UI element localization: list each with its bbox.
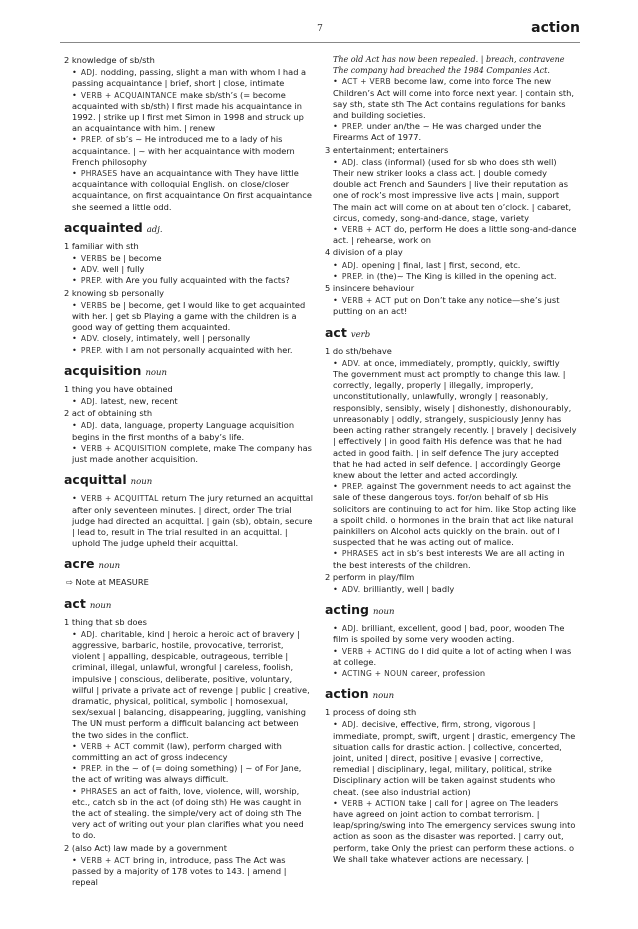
collocation-label: VERB + ACT	[341, 225, 391, 235]
entry-headword	[64, 596, 314, 614]
collocation-text: be | become	[110, 253, 162, 264]
collocation-item	[64, 168, 314, 213]
collocation-item	[64, 629, 314, 741]
collocation-item	[64, 855, 314, 889]
collocation-item	[325, 295, 577, 317]
collocation-item	[64, 134, 314, 168]
collocation-label: PREP.	[80, 764, 103, 774]
collocation-item	[325, 157, 577, 224]
collocation-item	[325, 260, 577, 271]
collocation-item	[64, 741, 314, 763]
collocation-text: return The jury returned an acquittal after only seventeen minutes. | direct, order The trial judge had directed an acquittal. | gain (sb), obtain, secure | lead to, result in The trial resulted in an acquittal. | uphold The judge upheld their acquittal.	[72, 493, 314, 549]
collocation-text: commit (law), perform charged with committing an act of gross indecency	[72, 740, 282, 762]
collocation-label: PREP.	[341, 482, 364, 492]
running-headword: action	[531, 20, 580, 36]
collocation-label: PREP.	[80, 135, 103, 145]
collocation-text: put on Don’t take any notice—she’s just putting on an act!	[333, 295, 560, 317]
collocation-list	[64, 67, 314, 213]
collocation-label: VERB + ACQUAINTANCE	[80, 90, 178, 100]
part-of-speech: verb	[350, 329, 371, 340]
collocation-text: in (the)~ The King is killed in the opening act.	[366, 270, 557, 281]
collocation-label: ACTING + NOUN	[341, 668, 408, 678]
collocation-text: against The government needs to act against the sale of these dangerous toys. for/on behalf of sb His solicitors are continuing to act for him. like Stop acting like a spoilt child. o hormones in the brain that act like natural painkillers on Alcohol acts quickly on the brain. out of I suspected that he was acting out of malice.	[333, 481, 577, 548]
collocation-label: ADJ.	[341, 624, 359, 634]
collocation-label: VERB + ACQUITTAL	[80, 494, 159, 504]
collocation-item	[64, 493, 314, 549]
collocation-text: in the ~ of (= doing something) | ~ of For Jane, the act of writing was always difficult.	[72, 763, 302, 785]
collocation-label: ACT + VERB	[341, 77, 391, 87]
collocation-label: PHRASES	[80, 169, 118, 179]
collocation-item	[325, 358, 577, 481]
collocation-item	[325, 121, 577, 143]
headword-text: acre	[64, 556, 95, 572]
collocation-text: with Are you fully acquainted with the facts?	[105, 275, 290, 286]
collocation-text: with I am not personally acquainted with her.	[105, 344, 293, 355]
collocation-text: an act of faith, love, violence, will, worship, etc., catch sb in the act (of doing sth) He was caught in the act of stealing. the simple/very act of doing sth The very act of writing out your plan clarifies what you need to do.	[72, 785, 304, 841]
part-of-speech: noun	[372, 607, 395, 618]
collocation-text: become law, come into force The new Children’s Act will come into force next year. | contain sth, say sth, state sth The Act contains regulations for banks and building societies.	[333, 76, 574, 121]
cross-reference-note[interactable]: ⇨ Note at MEASURE	[66, 577, 149, 588]
entry-headword	[64, 363, 314, 381]
collocation-text: at once, immediately, promptly, quickly, swiftly The government must act promptly to change this law. | correctly, legally, properly | illegally, improperly, unconstitutionally, unlawfully, wrongly | reasonably, responsibly, sensibly, wisely | dishonestly, dishonourably, unreasonably | oddly, strangely, suspiciously Jenny has been acting rather strangely recently. | bravely | decisively | effectively | in good faith His defence was that he had acted in good faith. | in self defence The jury accepted that he had acted in self defence. | accordingly George knew about the letter and acted accordingly.	[333, 357, 577, 480]
collocation-label: VERBS	[80, 300, 108, 310]
part-of-speech: noun	[89, 600, 112, 611]
collocation-label: ADV.	[80, 334, 100, 344]
collocation-item	[325, 719, 577, 797]
headword-text: acquisition	[64, 362, 142, 378]
sense-heading: 3 entertainment; entertainers	[325, 144, 449, 155]
collocation-item	[325, 548, 577, 570]
collocation-label: PREP.	[341, 122, 364, 132]
part-of-speech: noun	[145, 367, 167, 378]
page-number: 7	[317, 24, 323, 34]
collocation-text: of sb’s ~ He introduced me to a lady of his acquaintance. | ~ with her acquaintance with modern French philosophy	[72, 134, 295, 167]
collocation-item	[64, 763, 314, 785]
collocation-text: under an/the ~ He was charged under the Firearms Act of 1977.	[333, 121, 542, 143]
collocation-item	[64, 90, 314, 135]
headword-text: acting	[325, 602, 369, 618]
collocation-text: class (informal) (used for sb who does sth well) Their new striker looks a class act. | double comedy double act French and Saunders | live their reputation as one of rock’s most impressive live acts | main, support The main act will come on at about ten o’clock. | cabaret, circus, comedy, song-and-dance, stage, variety	[333, 156, 572, 223]
collocation-label: ADJ.	[80, 397, 98, 407]
sense-heading: 1 thing that sb does	[64, 616, 147, 627]
part-of-speech: adj.	[146, 224, 163, 235]
collocation-text: brilliant, excellent, good | bad, poor, wooden The film is spoiled by some very wooden acting.	[333, 623, 565, 645]
sense-heading: 2 (also Act) law made by a government	[64, 842, 227, 853]
collocation-text: decisive, effective, firm, strong, vigorous | immediate, prompt, swift, urgent | drastic, emergency The situation calls for drastic action. | collective, concerted, joint, united | direct, positive | evasive | corrective, remedial | disciplinary, legal, military, political, strike Disciplinary action will be taken against students who cheat. (see also industrial action)	[333, 719, 576, 797]
collocation-label: PREP.	[80, 276, 103, 286]
sense-heading: 2 knowing sb personally	[64, 287, 165, 298]
collocation-item	[325, 76, 577, 121]
entry-headword	[325, 686, 577, 704]
collocation-text: do, perform He does a little song-and-dance act. | rehearse, work on	[333, 224, 577, 246]
collocation-label: ADV.	[341, 358, 361, 368]
entry-headword	[64, 556, 314, 574]
collocation-item	[325, 623, 577, 645]
collocation-text: bring in, introduce, pass The Act was passed by a majority of 178 votes to 143. | amend | repeal	[72, 854, 287, 888]
collocation-text: be | become, get I would like to get acquainted with her. | get sb Playing a game with the children is a good way of getting them acquainted.	[72, 299, 306, 333]
collocation-label: VERBS	[80, 254, 108, 264]
sense-heading: 2 act of obtaining sth	[64, 408, 153, 419]
headword-text: act	[64, 595, 86, 611]
headword-text: acquittal	[64, 472, 127, 488]
collocation-item	[64, 786, 314, 842]
headword-text: acquainted	[64, 219, 143, 235]
sense-heading: 1 familiar with sth	[64, 240, 139, 251]
collocation-item	[325, 224, 577, 246]
sense-heading: 4 division of a play	[325, 247, 403, 258]
sense-heading: 1 do sth/behave	[325, 345, 392, 356]
collocation-label: VERB + ACQUISITION	[80, 443, 167, 453]
collocation-text: closely, intimately, well | personally	[102, 333, 251, 344]
collocation-item	[325, 646, 577, 668]
collocation-item	[64, 275, 314, 286]
right-column	[325, 54, 577, 865]
collocation-text: brilliantly, well | badly	[363, 583, 455, 594]
collocation-item	[64, 300, 314, 334]
collocation-label: ADV.	[80, 265, 100, 275]
sense-heading: 1 process of doing sth	[325, 707, 417, 718]
collocation-label: PHRASES	[341, 549, 379, 559]
collocation-item	[64, 396, 314, 407]
collocation-item	[325, 271, 577, 282]
collocation-item	[64, 264, 314, 275]
sense-heading: 2 knowledge of sb/sth	[64, 55, 155, 65]
part-of-speech: noun	[98, 561, 121, 572]
part-of-speech: noun	[130, 477, 153, 488]
collocation-label: VERB + ACT	[341, 296, 391, 306]
collocation-label: PREP.	[80, 345, 103, 355]
collocation-label: ADJ.	[80, 421, 98, 431]
collocation-text: have an acquaintance with They have little acquaintance with colloquial English. on close/closer acquaintance, on first acquaintance On first acquaintance she seemed a little odd.	[72, 168, 312, 212]
collocation-item	[64, 333, 314, 344]
entry-headword	[325, 602, 577, 620]
collocation-text: charitable, kind | heroic a heroic act of bravery | aggressive, barbaric, hostile, provocative, terrorist, violent | appalling, despicable, outrageous, terrible | criminal, illegal, unlawful, wrongful | careless, foolish, impulsive | conscious, deliberate, positive, voluntary, wilful | private a private act of revenge | public | creative, dramatic, physical, political, symbolic | homosexual, sex/sexual | balancing, disappearing, juggling, vanishing The UN must perform a difficult balancing act between the two sides in the conflict.	[72, 628, 310, 740]
collocation-text: career, profession	[410, 667, 486, 678]
sense-heading: 2 perform in play/film	[325, 571, 415, 582]
collocation-text: latest, new, recent	[100, 396, 178, 407]
collocation-label: PREP.	[341, 271, 364, 281]
collocation-text: take | call for | agree on The leaders have agreed on joint action to combat terrorism. | leap/spring/swing into The emergency services swung into action as soon as the disaster was reported. | carry out, perform, take Only the priest can perform these actions. o We shall take whatever actions are necessary. |	[333, 797, 576, 864]
collocation-item	[64, 443, 314, 465]
part-of-speech: noun	[372, 691, 395, 702]
collocation-item	[64, 345, 314, 356]
collocation-label: ADJ.	[341, 157, 359, 167]
page-header	[60, 20, 580, 43]
collocation-item	[325, 798, 577, 865]
entry-headword	[64, 472, 314, 490]
collocation-text: well | fully	[102, 264, 145, 275]
collocation-label: VERB + ACTING	[341, 646, 406, 656]
continued-text: The old Act has now been repealed. | breach, contravene The company had breached the 1984 Companies Act.	[333, 55, 565, 76]
collocation-label: ADJ.	[341, 260, 359, 270]
collocation-item	[325, 584, 577, 595]
collocation-text: act in sb’s best interests We are all acting in the best interests of the children.	[333, 548, 565, 570]
headword-text: act	[325, 324, 347, 340]
collocation-text: nodding, passing, slight a man with whom I had a passing acquaintance | brief, short | close, intimate	[72, 67, 307, 89]
collocation-item	[64, 67, 314, 89]
collocation-label: VERB + ACT	[80, 741, 130, 751]
sense-heading: 1 thing you have obtained	[64, 383, 173, 394]
collocation-label: PHRASES	[80, 786, 118, 796]
collocation-text: data, language, property Language acquisition begins in the first months of a baby’s life.	[72, 420, 295, 442]
collocation-label: ADJ.	[341, 720, 359, 730]
collocation-label: ADJ.	[80, 68, 98, 78]
collocation-item	[325, 481, 577, 548]
collocation-text: opening | final, last | first, second, etc.	[361, 259, 521, 270]
headword-text: action	[325, 686, 369, 702]
sense-heading: 5 insincere behaviour	[325, 283, 415, 294]
collocation-item	[64, 420, 314, 442]
collocation-label: ADV.	[341, 584, 361, 594]
collocation-text: do I did quite a lot of acting when I was at college.	[333, 645, 572, 667]
collocation-text: complete, make The company has just made another acquisition.	[72, 442, 312, 465]
collocation-label: VERB + ACTION	[341, 798, 406, 808]
entry-headword	[325, 325, 577, 343]
collocation-label: ADJ.	[80, 629, 98, 639]
collocation-item	[325, 668, 577, 679]
collocation-item	[64, 253, 314, 264]
collocation-label: VERB + ACT	[80, 855, 130, 865]
collocation-text: make sb/sth’s (= become acquainted with sb/sth) I first made his acquaintance in 1992. | strike up I first met Simon in 1998 and struck up an acquaintance with him. | renew	[72, 89, 304, 134]
entry-headword	[64, 220, 314, 238]
left-column	[64, 54, 314, 888]
